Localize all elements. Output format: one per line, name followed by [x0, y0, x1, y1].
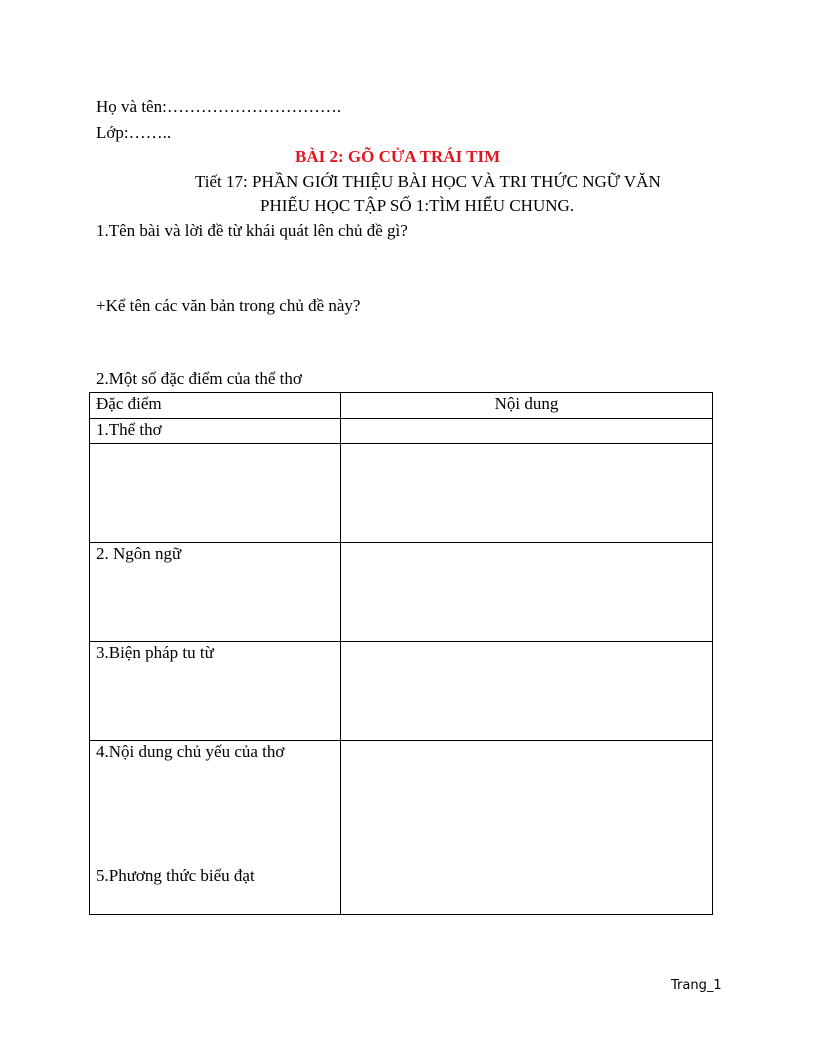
table-row	[90, 741, 713, 915]
table-row	[90, 444, 713, 543]
feature-cell	[90, 444, 341, 543]
content-cell[interactable]	[341, 543, 713, 642]
feature-label-expression: 5.Phương thức biểu đạt	[96, 866, 255, 885]
lesson-title: BÀI 2: GÕ CỬA TRÁI TIM	[295, 147, 501, 166]
question-1: 1.Tên bài và lời đề từ khái quát lên chủ đề gì?	[96, 221, 408, 240]
question-1b: +Kể tên các văn bản trong chủ đề này?	[96, 296, 361, 315]
feature-cell: 3.Biện pháp tu từ	[90, 642, 341, 741]
header-content-cell: Nội dung	[341, 393, 713, 419]
page-number: Trang_1	[671, 978, 722, 993]
content-cell[interactable]	[341, 741, 713, 915]
feature-cell	[90, 741, 341, 915]
content-cell[interactable]	[341, 642, 713, 741]
table-row	[90, 642, 713, 741]
feature-cell: 2. Ngôn ngữ	[90, 543, 341, 642]
table-header-row	[90, 393, 713, 419]
class-line: Lớp:……..	[96, 123, 172, 142]
feature-label-content: 4.Nội dung chủ yếu của thơ	[96, 742, 285, 761]
table-row	[90, 543, 713, 642]
table-row	[90, 419, 713, 444]
content-cell[interactable]	[341, 444, 713, 543]
question-2: 2.Một số đặc điểm của thể thơ	[96, 369, 302, 388]
worksheet-title: PHIẾU HỌC TẬP SỐ 1:TÌM HIỂU CHUNG.	[260, 196, 575, 215]
student-name-line: Họ và tên:………………………….	[96, 97, 342, 116]
content-cell[interactable]	[341, 419, 713, 444]
feature-cell: 1.Thể thơ	[90, 419, 341, 444]
period-line: Tiết 17: PHẦN GIỚI THIỆU BÀI HỌC VÀ TRI THỨC NGỮ VĂN	[195, 172, 661, 191]
header-feature-cell: Đặc điểm	[90, 393, 341, 419]
features-table	[89, 392, 713, 915]
